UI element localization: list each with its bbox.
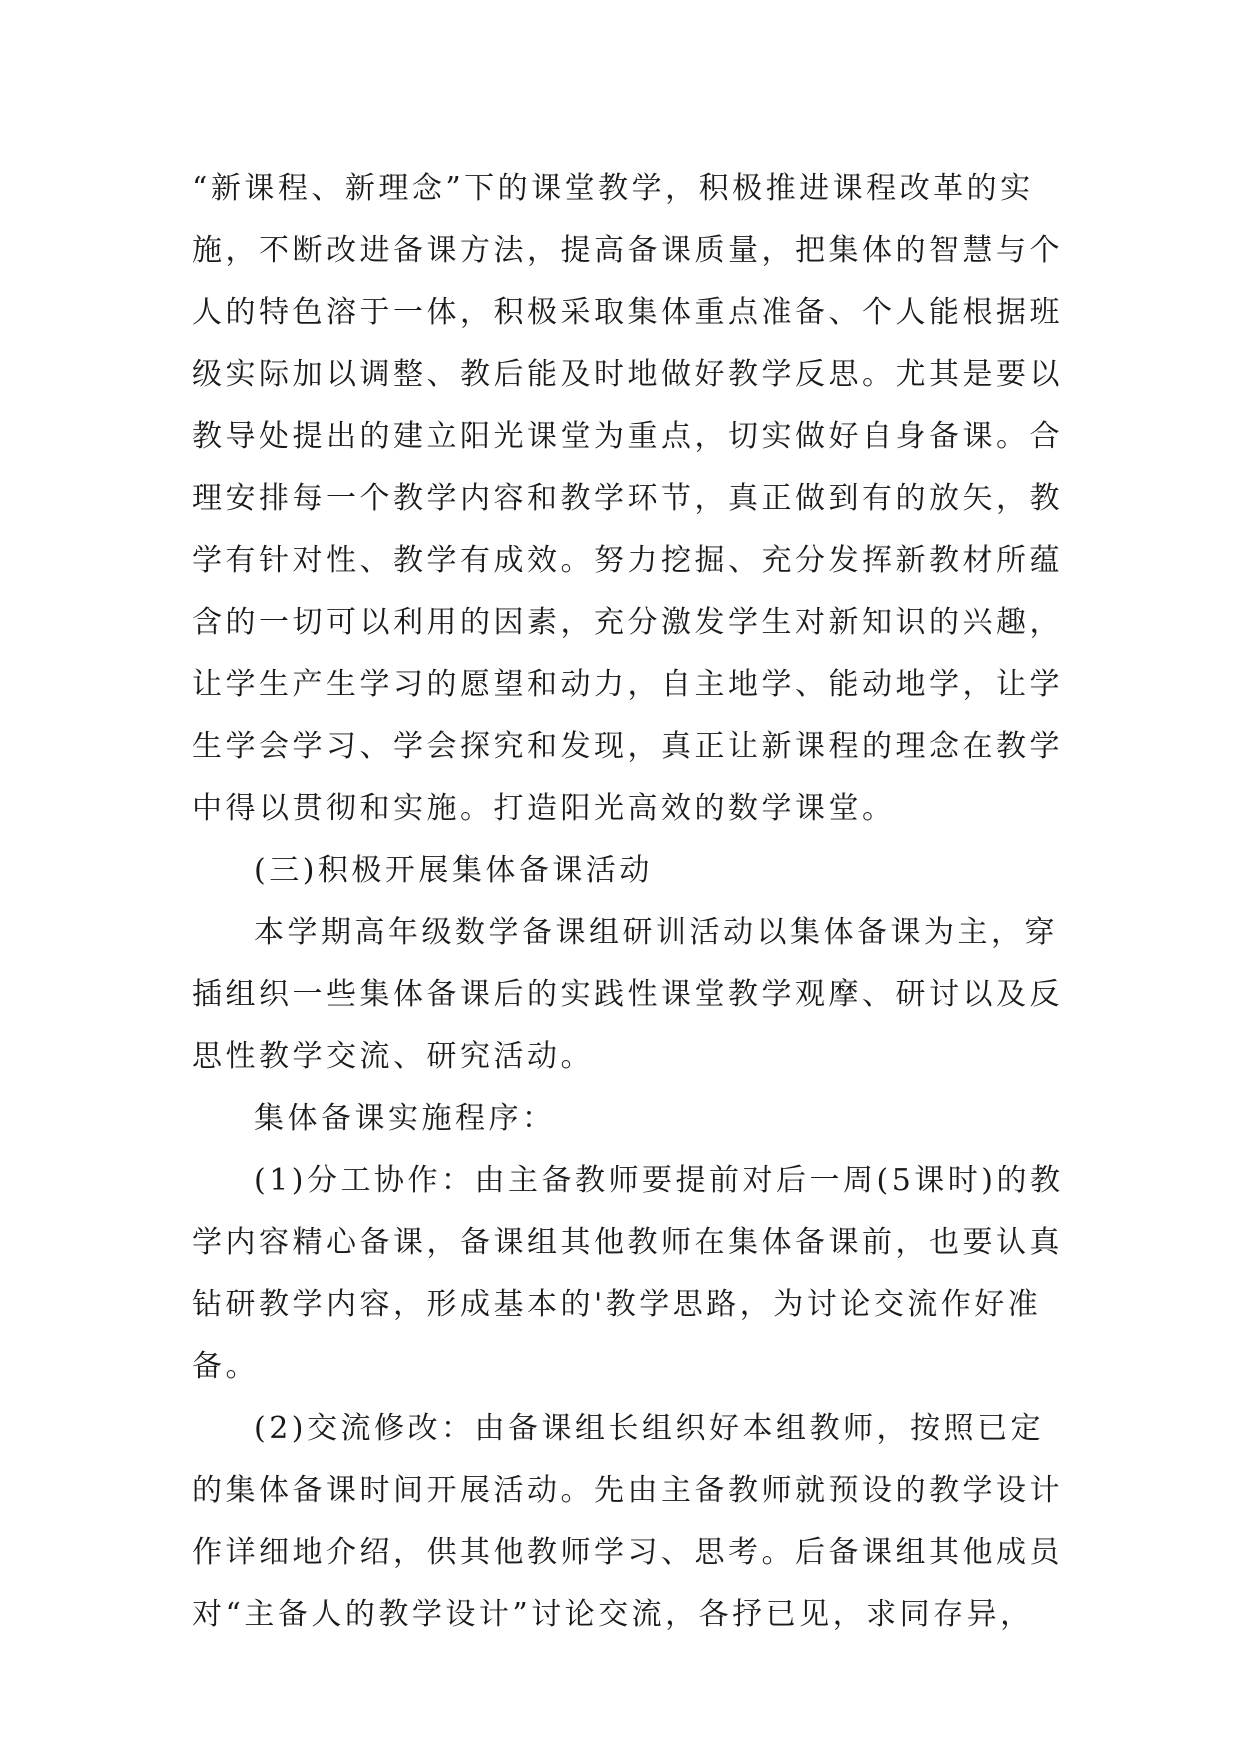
text-line: “新课程、新理念”下的课堂教学，积极推进课程改革的实 <box>192 171 1034 206</box>
section-heading: (三)积极开展集体备课活动 <box>254 853 653 888</box>
text-line: 插组织一些集体备课后的实践性课堂教学观摩、研讨以及反 <box>192 977 1063 1012</box>
body-text <box>192 158 1072 1646</box>
text-line: 中得以贯彻和实施。打造阳光高效的数学课堂。 <box>192 791 896 826</box>
text-line: 钻研教学内容，形成基本的'教学思路，为讨论交流作好准 <box>192 1287 1042 1322</box>
text-line: 本学期高年级数学备课组研训活动以集体备课为主，穿 <box>254 915 1058 950</box>
text-line: 集体备课实施程序： <box>254 1101 556 1136</box>
text-line: 备。 <box>192 1349 259 1384</box>
text-line: 理安排每一个教学内容和教学环节，真正做到有的放矢，教 <box>192 481 1063 516</box>
text-line: 的集体备课时间开展活动。先由主备教师就预设的教学设计 <box>192 1473 1063 1508</box>
text-line: 作详细地介绍，供其他教师学习、思考。后备课组其他成员 <box>192 1535 1063 1570</box>
text-line: 思性教学交流、研究活动。 <box>192 1039 594 1074</box>
text-line: 学有针对性、教学有成效。努力挖掘、充分发挥新教材所蕴 <box>192 543 1063 578</box>
text-line: 让学生产生学习的愿望和动力，自主地学、能动地学，让学 <box>192 667 1063 702</box>
text-line: 生学会学习、学会探究和发现，真正让新课程的理念在教学 <box>192 729 1063 764</box>
text-line: 人的特色溶于一体，积极采取集体重点准备、个人能根据班 <box>192 295 1063 330</box>
text-line: (1)分工协作：由主备教师要提前对后一周(5课时)的教 <box>254 1163 1064 1198</box>
text-line: 级实际加以调整、教后能及时地做好教学反思。尤其是要以 <box>192 357 1063 392</box>
text-line: (2)交流修改：由备课组长组织好本组教师，按照已定 <box>254 1411 1044 1446</box>
text-line: 施，不断改进备课方法，提高备课质量，把集体的智慧与个 <box>192 233 1063 268</box>
text-line: 教导处提出的建立阳光课堂为重点，切实做好自身备课。合 <box>192 419 1063 454</box>
text-line: 含的一切可以利用的因素，充分激发学生对新知识的兴趣， <box>192 605 1063 640</box>
text-line: 对“主备人的教学设计”讨论交流，各抒已见，求同存异， <box>192 1597 1034 1632</box>
text-line: 学内容精心备课，备课组其他教师在集体备课前，也要认真 <box>192 1225 1063 1260</box>
